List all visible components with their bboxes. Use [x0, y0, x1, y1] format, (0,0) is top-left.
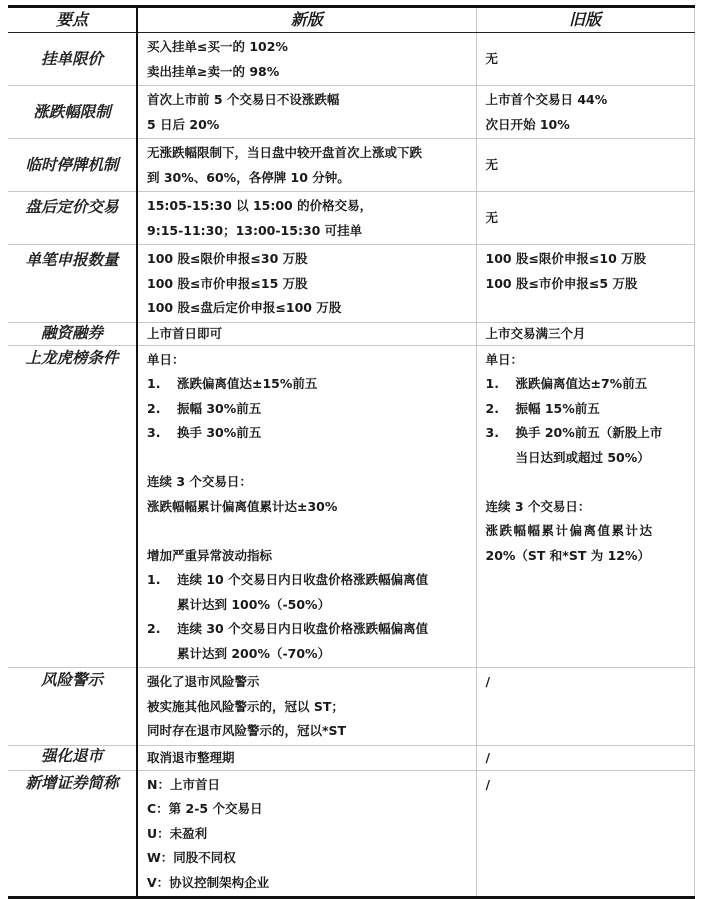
list-text: 涨跌偏离值达±15%前五 — [177, 376, 318, 391]
list-item — [147, 397, 476, 422]
row-key: 涨跌幅限制 — [8, 86, 137, 139]
cell-line: W：同股不同权 — [147, 850, 236, 865]
cell-line: U：未盈利 — [147, 825, 208, 841]
old-cell — [476, 668, 694, 746]
row-key: 新增证券简称 — [8, 770, 137, 898]
list-item — [147, 617, 476, 642]
cell-line: V：协议控制架构企业 — [147, 874, 270, 890]
list-text: 振幅 15%前五 — [515, 400, 600, 416]
cell-line: 上市首个交易日 44% — [485, 92, 608, 107]
new-cell — [137, 322, 476, 345]
row-key: 融资融券 — [8, 322, 137, 345]
table-row — [8, 33, 694, 86]
header-new: 新版 — [137, 7, 476, 33]
old-cell — [476, 86, 694, 139]
spacer — [147, 519, 476, 544]
list-number: 2. — [485, 400, 499, 416]
list-text: 换手 20%前五（新股上市 — [515, 425, 663, 440]
cell-line: / — [485, 776, 491, 792]
table-row — [8, 139, 694, 192]
cell-line: 次日开始 10% — [485, 116, 570, 132]
severe-label: 增加严重异常波动指标 — [147, 547, 273, 563]
row-key: 上龙虎榜条件 — [8, 345, 137, 668]
cell-line: 100 股≤限价申报≤10 万股 — [485, 251, 647, 266]
list-number: 1. — [147, 376, 161, 391]
consecutive-label: 连续 3 个交易日： — [485, 498, 591, 514]
new-cell — [137, 33, 476, 86]
cell-line: 强化了退市风险警示 — [147, 674, 260, 689]
list-text: 连续 10 个交易日内日收盘价格涨跌幅偏离值 — [177, 572, 429, 587]
consecutive-text: 涨跌幅幅累计偏离值累计达±30% — [147, 498, 338, 514]
table-row — [8, 192, 694, 245]
old-cell — [476, 33, 694, 86]
spacer — [147, 446, 476, 471]
list-item — [486, 421, 694, 446]
table-row — [8, 322, 694, 345]
row-key: 强化退市 — [8, 745, 137, 770]
cell-line: 到 30%、60%，各停牌 10 分钟。 — [147, 169, 350, 185]
consecutive-text: 20%（ST 和*ST 为 12%） — [485, 547, 650, 563]
list-item — [486, 397, 694, 422]
list-number: 1. — [147, 572, 161, 587]
table-row — [8, 345, 694, 668]
list-item-continuation: 当日达到或超过 50%） — [515, 449, 650, 465]
header-old: 旧版 — [476, 7, 694, 33]
old-cell — [476, 245, 694, 323]
list-number: 1. — [485, 376, 499, 391]
cell-line: / — [485, 749, 491, 765]
cell-line: 同时存在退市风险警示的，冠以*ST — [147, 723, 347, 738]
cell-line: C：第 2-5 个交易日 — [147, 801, 263, 816]
comparison-table — [8, 5, 695, 899]
list-text: 连续 30 个交易日内日收盘价格涨跌幅偏离值 — [177, 621, 429, 636]
new-cell — [137, 139, 476, 192]
row-key: 盘后定价交易 — [8, 192, 137, 245]
cell-line: 9:15-11:30；13:00-15:30 可挂单 — [147, 222, 363, 238]
cell-line: 无 — [485, 210, 499, 226]
new-cell — [137, 192, 476, 245]
table-row — [8, 770, 694, 898]
cell-line: 被实施其他风险警示的，冠以 ST； — [147, 698, 344, 714]
old-cell — [476, 745, 694, 770]
old-cell — [476, 770, 694, 898]
table-row — [8, 245, 694, 323]
table-row — [8, 86, 694, 139]
list-number: 3. — [485, 425, 499, 440]
list-text: 涨跌偏离值达±7%前五 — [515, 376, 648, 391]
list-item — [147, 568, 476, 593]
cell-line: 100 股≤盘后定价申报≤100 万股 — [147, 300, 342, 315]
table-row — [8, 668, 694, 746]
list-item — [486, 372, 694, 397]
cell-line: 买入挂单≤买一的 102% — [147, 39, 288, 54]
cell-line: 100 股≤市价申报≤5 万股 — [485, 275, 638, 291]
cell-line: 15:05-15:30 以 15:00 的价格交易， — [147, 198, 373, 213]
cell-line: 无 — [485, 51, 499, 67]
cell-line: 上市交易满三个月 — [485, 325, 586, 341]
new-cell — [137, 245, 476, 323]
new-cell — [137, 86, 476, 139]
row-key: 挂单限价 — [8, 33, 137, 86]
cell-line: 上市首日即可 — [147, 325, 223, 341]
row-key: 风险警示 — [8, 668, 137, 746]
consecutive-text: 涨跌幅幅累计偏离值累计达 — [485, 523, 654, 538]
single-day-label: 单日： — [485, 351, 524, 367]
single-day-label: 单日： — [147, 351, 185, 367]
new-cell — [137, 770, 476, 898]
list-number: 3. — [147, 425, 161, 440]
new-cell — [137, 668, 476, 746]
list-item-continuation: 累计达到 200%（-70%） — [177, 645, 331, 661]
cell-line: / — [485, 674, 491, 689]
row-key: 单笔申报数量 — [8, 245, 137, 323]
list-text: 振幅 30%前五 — [177, 400, 262, 416]
spacer — [486, 470, 694, 495]
header-key: 要点 — [8, 7, 137, 33]
list-text: 换手 30%前五 — [177, 425, 262, 440]
cell-line: 无 — [485, 157, 499, 173]
cell-line: 100 股≤市价申报≤15 万股 — [147, 275, 308, 291]
cell-line: N：上市首日 — [147, 776, 220, 792]
cell-line: 100 股≤限价申报≤30 万股 — [147, 251, 308, 266]
row-key: 临时停牌机制 — [8, 139, 137, 192]
list-item — [147, 421, 476, 446]
cell-line: 取消退市整理期 — [147, 749, 235, 765]
list-item — [147, 372, 476, 397]
header-row — [8, 7, 694, 33]
old-cell — [476, 139, 694, 192]
old-cell — [476, 192, 694, 245]
new-cell — [137, 345, 476, 668]
old-cell — [476, 322, 694, 345]
list-item-continuation: 累计达到 100%（-50%） — [177, 596, 331, 612]
cell-line: 卖出挂单≥卖一的 98% — [147, 63, 280, 79]
list-number: 2. — [147, 400, 161, 416]
old-cell — [476, 345, 694, 668]
new-cell — [137, 745, 476, 770]
consecutive-label: 连续 3 个交易日： — [147, 474, 252, 489]
table-row — [8, 745, 694, 770]
cell-line: 无涨跌幅限制下，当日盘中较开盘首次上涨或下跌 — [147, 145, 423, 160]
cell-line: 首次上市前 5 个交易日不设涨跌幅 — [147, 92, 340, 107]
cell-line: 5 日后 20% — [147, 116, 220, 132]
list-number: 2. — [147, 621, 161, 636]
